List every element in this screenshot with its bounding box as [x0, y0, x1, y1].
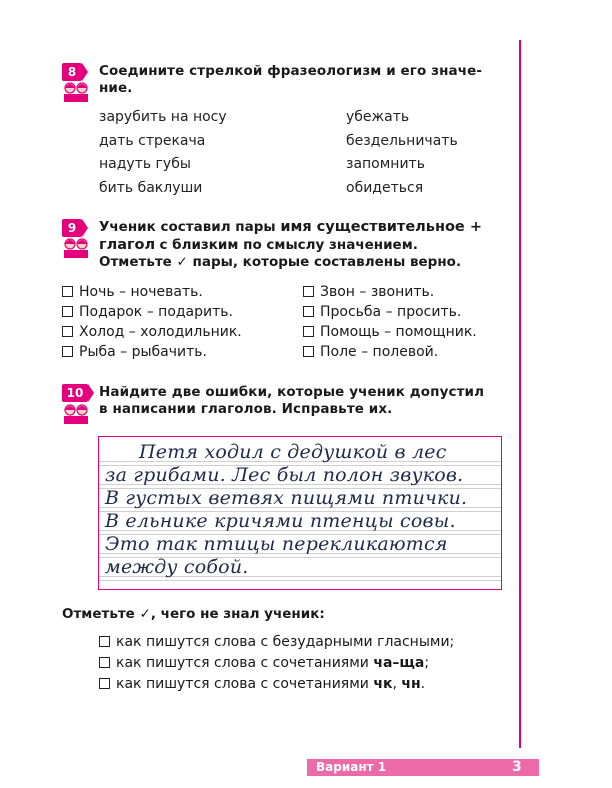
pair-option[interactable]: Поле – полевой.: [303, 342, 477, 362]
option-unstressed-vowels[interactable]: как пишутся слова с безударными гласными;: [99, 632, 454, 653]
task-9-question: Ученик составил пары имя существительное + глагол с близким по смыслу значением. Отметьте ✓ пары, которые составлены верно.: [99, 219, 482, 270]
pair-option[interactable]: Холод – холодильник.: [62, 322, 242, 342]
task-9-badge: [62, 219, 88, 237]
margin-line: [519, 40, 521, 748]
pair-option[interactable]: Рыба – рыбачить.: [62, 342, 242, 362]
checkbox[interactable]: [62, 346, 73, 357]
handwritten-line: В ельнике кричями птенцы совы.: [105, 510, 456, 532]
pair-work-icon: [62, 82, 90, 102]
checkbox[interactable]: [62, 326, 73, 337]
checkbox[interactable]: [303, 306, 314, 317]
meaning: запомнить: [346, 156, 425, 172]
meaning: убежать: [346, 109, 410, 125]
pair-work-icon: [62, 404, 90, 424]
page-number: 3: [512, 759, 522, 775]
task-8-right-column: [346, 106, 458, 200]
task-8-question: Соедините стрелкой фразеологизм и его значе- ние.: [99, 63, 483, 96]
phraseologism: дать стрекача: [99, 132, 206, 149]
handwritten-line: Это так птицы перекликаются: [105, 533, 448, 555]
task-10-options: [99, 632, 454, 695]
task-8-left-column: [99, 106, 227, 200]
handwriting-box: [98, 436, 502, 590]
pair-option[interactable]: Подарок – подарить.: [62, 302, 242, 322]
checkbox[interactable]: [62, 286, 73, 297]
checkbox[interactable]: [62, 306, 73, 317]
task-9-right-pairs: [303, 282, 477, 362]
task-8-badge: [62, 63, 88, 81]
task-9-number: 9: [62, 219, 82, 237]
handwritten-line: между собой.: [105, 556, 249, 578]
handwritten-line: В густых ветвях пищями птички.: [105, 487, 468, 509]
checkbox[interactable]: [99, 678, 110, 689]
meaning: бездельничать: [346, 132, 458, 149]
task-10-number: 10: [62, 384, 88, 402]
task-10-subprompt: Отметьте ✓, чего не знал ученик:: [62, 606, 325, 622]
task-8-number: 8: [62, 63, 82, 81]
task-10-question: Найдите две ошибки, которые ученик допустил в написании глаголов. Исправьте их.: [99, 384, 485, 417]
pair-option[interactable]: Просьба – просить.: [303, 302, 477, 322]
checkbox[interactable]: [99, 636, 110, 647]
checkbox[interactable]: [99, 657, 110, 668]
phraseologism: зарубить на носу: [99, 109, 227, 125]
pair-option[interactable]: Помощь – помощник.: [303, 322, 477, 342]
handwritten-line: за грибами. Лес был полон звуков.: [105, 464, 464, 486]
option-cha-shcha[interactable]: как пишутся слова с сочетаниями ча–ща;: [99, 653, 454, 674]
phraseologism: надуть губы: [99, 156, 191, 172]
task-9-left-pairs: [62, 282, 242, 362]
phraseologism: бить баклуши: [99, 179, 203, 196]
checkbox[interactable]: [303, 346, 314, 357]
variant-label: Вариант 1: [316, 760, 387, 774]
pair-option[interactable]: Ночь – ночевать.: [62, 282, 242, 302]
checkbox[interactable]: [303, 286, 314, 297]
option-chk-chn[interactable]: как пишутся слова с сочетаниями чк, чн.: [99, 674, 454, 695]
handwritten-line: Петя ходил с дедушкой в лес: [139, 441, 447, 463]
checkbox[interactable]: [303, 326, 314, 337]
meaning: обидеться: [346, 179, 424, 196]
pair-work-icon: [62, 238, 90, 258]
task-10-badge: [62, 384, 94, 402]
pair-option[interactable]: Звон – звонить.: [303, 282, 477, 302]
